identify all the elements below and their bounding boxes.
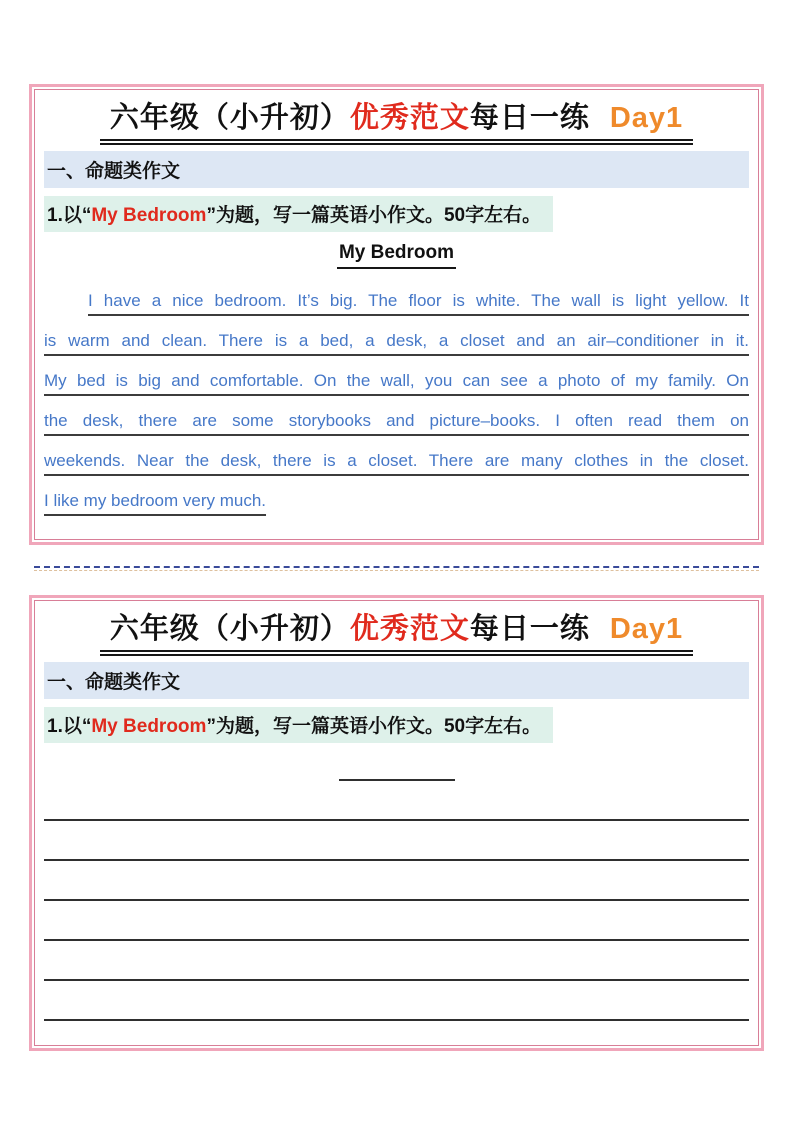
essay-body — [44, 281, 749, 521]
section-header: 一、命题类作文 — [44, 151, 749, 188]
worksheet-title — [44, 100, 749, 145]
title-highlight: 优秀范文 — [349, 613, 470, 645]
essay-title-row — [44, 242, 749, 269]
title-day-badge: Day1 — [609, 102, 684, 134]
question-prefix: 1.以“ — [47, 716, 92, 737]
essay-line: is warm and clean. There is a bed, a desk, a closet and an air–conditioner in it. — [44, 331, 749, 350]
question-text — [44, 196, 553, 232]
title-highlight: 优秀范文 — [349, 102, 470, 134]
question-prefix: 1.以“ — [47, 205, 92, 226]
answer-title-blank-line — [339, 767, 455, 781]
essay-line: the desk, there are some storybooks and picture–books. I often read them on — [44, 411, 749, 430]
essay-line: I have a nice bedroom. It’s big. The floor is white. The wall is light yellow. It — [88, 291, 749, 310]
model-essay-card-inner — [34, 89, 759, 540]
question-row — [44, 196, 749, 232]
worksheet-title-text — [100, 100, 693, 145]
essay-line: My bed is big and comfortable. On the wall, you can see a photo of my family. On — [44, 371, 749, 390]
question-text — [44, 707, 553, 743]
question-suffix: ”为题，写一篇英语小作文。50字左右。 — [206, 205, 542, 226]
worksheet-title — [44, 611, 749, 656]
title-suffix: 每日一练 — [469, 613, 590, 645]
question-row — [44, 707, 749, 743]
answer-blank-line — [44, 901, 749, 941]
answer-blank-line — [44, 861, 749, 901]
title-grade: 六年级（小升初） — [109, 102, 350, 134]
practice-card — [29, 595, 764, 1051]
question-essay-title: My Bedroom — [91, 716, 207, 737]
question-essay-title: My Bedroom — [91, 205, 207, 226]
section-header: 一、命题类作文 — [44, 662, 749, 699]
title-grade: 六年级（小升初） — [109, 613, 350, 645]
answer-blank-line — [44, 1021, 749, 1046]
answer-title-blank-row — [44, 767, 749, 781]
answer-blank-line — [44, 781, 749, 821]
title-suffix: 每日一练 — [469, 102, 590, 134]
essay-line: I like my bedroom very much. — [44, 491, 267, 510]
essay-line: weekends. Near the desk, there is a closet. There are many clothes in the closet. — [44, 451, 749, 470]
answer-blank-line — [44, 981, 749, 1021]
cut-divider-dashed-line — [34, 566, 759, 571]
question-suffix: ”为题，写一篇英语小作文。50字左右。 — [206, 716, 542, 737]
answer-writing-area — [44, 781, 749, 1046]
essay-title: My Bedroom — [337, 242, 456, 269]
practice-card-inner — [34, 600, 759, 1046]
worksheet-title-text — [100, 611, 693, 656]
answer-blank-line — [44, 941, 749, 981]
model-essay-card — [29, 84, 764, 545]
title-day-badge: Day1 — [609, 613, 684, 645]
answer-blank-line — [44, 821, 749, 861]
